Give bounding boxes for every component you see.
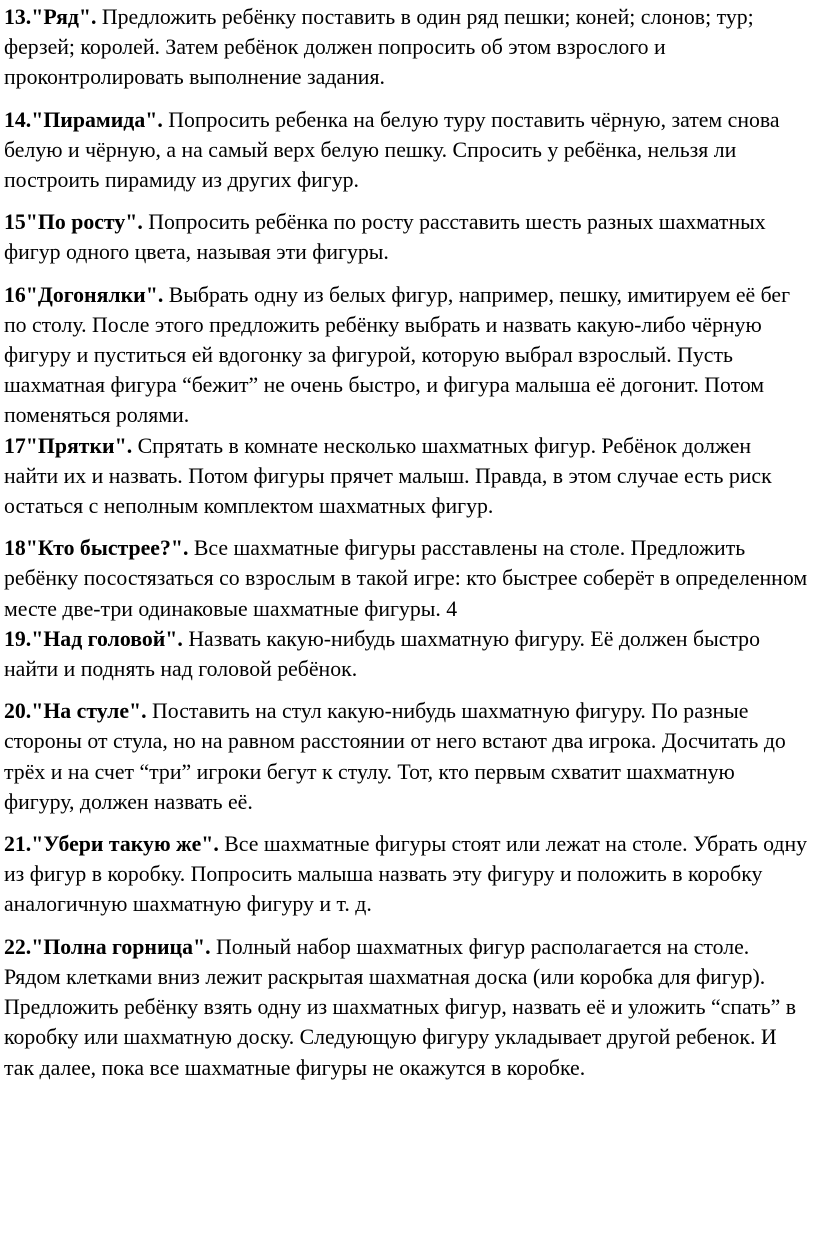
game-text-18: Все шахматные фигуры расставлены на столе. Предложить ребёнку посостязаться со взрослым в такой игре: кто быстрее соберёт в определенном месте две-три одинаковые шахматные фигуры. 4 xyxy=(4,536,808,621)
game-title-21: 21."Убери такую же". xyxy=(4,832,219,857)
game-paragraph-19 xyxy=(4,624,810,684)
game-text-19: Назвать какую-нибудь шахматную фигуру. Её должен быстро найти и поднять над головой ребёнок. xyxy=(4,626,760,682)
game-text-17: Спрятать в комнате несколько шахматных фигур. Ребёнок должен найти их и назвать. Потом фигуры прячет малыш. Правда, в этом случае есть риск остаться с неполным комплектом шахматных фигур. xyxy=(4,433,772,519)
game-title-16: 16"Догонялки". xyxy=(4,282,164,307)
game-text-13: Предложить ребёнку поставить в один ряд пешки; коней; слонов; тур; ферзей; королей. Затем ребёнок должен попросить об этом взрослого и проконтролировать выполнение задания. xyxy=(4,5,754,90)
game-title-15: 15"По росту". xyxy=(4,210,143,235)
game-text-14: Попросить ребенка на белую туру поставить чёрную, затем снова белую и чёрную, а на самый верх белую пешку. Спросить у ребёнка, нельзя ли построить пирамиду из других фигур. xyxy=(4,107,780,193)
game-paragraph-22 xyxy=(4,932,810,1083)
game-text-20: Поставить на стул какую-нибудь шахматную фигуру. По разные стороны от стула, но на равном расстоянии от него встают два игрока. Досчитать до трёх и на счет “три” игроки бегут к стулу. Тот, кто первым схватит шахматную фигуру, должен назвать её. xyxy=(4,699,786,814)
game-paragraph-18 xyxy=(4,533,810,624)
game-title-22: 22."Полна горница". xyxy=(4,934,211,959)
game-paragraph-21 xyxy=(4,829,810,920)
game-text-21: Все шахматные фигуры стоят или лежат на столе. Убрать одну из фигур в коробку. Попросить малыша назвать эту фигуру и положить в коробку аналогичную шахматную фигуру и т. д. xyxy=(4,832,808,917)
game-text-16: Выбрать одну из белых фигур, например, пешку, имитируем её бег по столу. После этого предложить ребёнку выбрать и назвать какую-либо чёрную фигуру и пуститься ей вдогонку за фигурой, которую выбрал взрослый. Пусть шахматная фигура “бежит” не очень быстро, и фигура малыша её догонит. Потом поменяться ролями. xyxy=(4,282,791,428)
game-paragraph-15 xyxy=(4,207,810,267)
game-title-19: 19."Над головой". xyxy=(4,626,183,651)
game-paragraph-16 xyxy=(4,280,810,431)
game-paragraph-14 xyxy=(4,105,810,196)
game-text-22: Полный набор шахматных фигур располагается на столе. Рядом клетками вниз лежит раскрытая шахматная доска (или коробка для фигур). Предложить ребёнку взять одну из шахматных фигур, назвать её и уложить “спать” в коробку или шахматную доску. Следующую фигуру укладывает другой ребенок. И так далее, пока все шахматные фигуры не окажутся в коробке. xyxy=(4,934,796,1080)
game-title-13: 13."Ряд". xyxy=(4,5,97,29)
game-paragraph-13 xyxy=(4,2,810,93)
game-text-15: Попросить ребёнка по росту расставить шесть разных шахматных фигур одного цвета, называя эти фигуры. xyxy=(4,210,766,265)
game-title-17: 17"Прятки". xyxy=(4,433,133,458)
game-paragraph-20 xyxy=(4,696,810,817)
game-title-20: 20."На стуле". xyxy=(4,699,147,724)
game-paragraph-17 xyxy=(4,431,810,522)
game-title-18: 18"Кто быстрее?". xyxy=(4,536,189,561)
game-title-14: 14."Пирамида". xyxy=(4,107,163,132)
